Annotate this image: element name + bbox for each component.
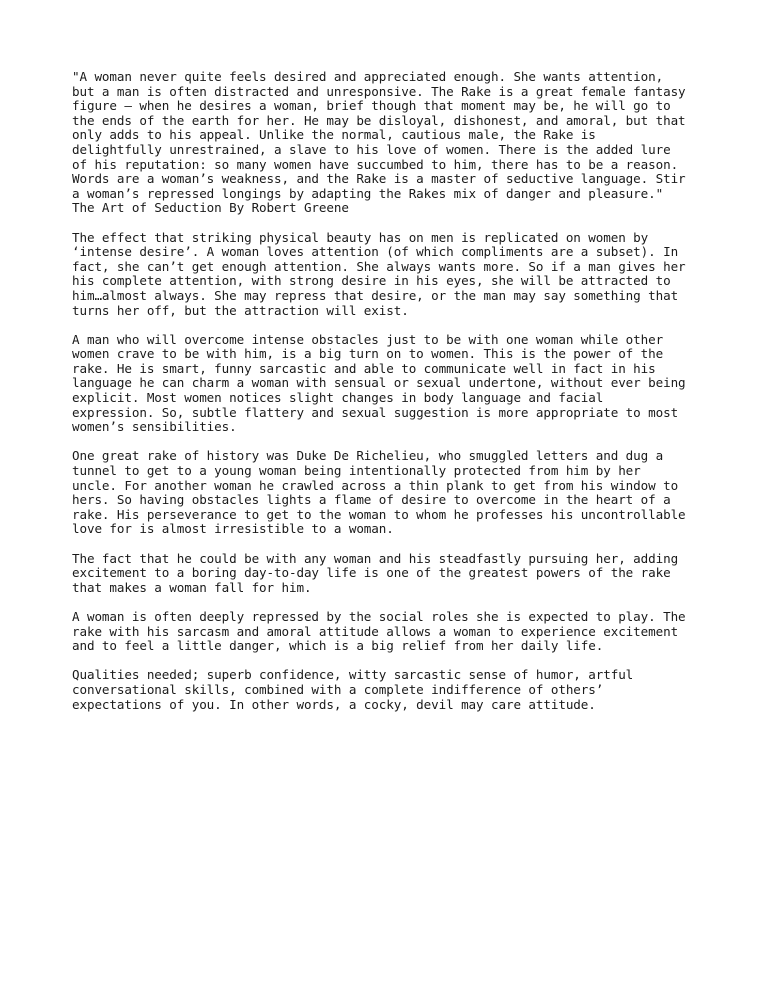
text-line: One great rake of history was Duke De Richelieu, who smuggled letters and dug a (72, 448, 664, 464)
text-line: Words are a woman’s weakness, and the Rake is a master of seductive language. Stir (72, 171, 686, 187)
text-line: rake with his sarcasm and amoral attitude allows a woman to experience excitement (72, 623, 679, 639)
text-line: delightfully unrestrained, a slave to his love of women. There is the added lure (72, 141, 671, 157)
text-line: explicit. Most women notices slight changes in body language and facial (72, 390, 604, 406)
text-line: women crave to be with him, is a big turn on to women. This is the power of the (72, 346, 664, 362)
text-line: tunnel to get to a young woman being intentionally protected from him by her (72, 463, 641, 479)
text-line: and to feel a little danger, which is a big relief from her daily life. (72, 638, 604, 654)
text-line: figure – when he desires a woman, brief though that moment may be, he will go to (72, 98, 671, 114)
text-line: the ends of the earth for her. He may be disloyal, dishonest, and amoral, but that (72, 112, 686, 128)
paragraph-obstacles (72, 333, 712, 435)
text-line: that makes a woman fall for him. (72, 579, 312, 595)
text-line: The fact that he could be with any woman and his steadfastly pursuing her, adding (72, 550, 679, 566)
document-page (72, 70, 712, 727)
text-line: of his reputation: so many women have succumbed to him, there has to be a reason. (72, 156, 679, 172)
text-line: A woman is often deeply repressed by the social roles she is expected to play. The (72, 608, 686, 624)
text-line: turns her off, but the attraction will exist. (72, 302, 409, 318)
text-line: expectations of you. In other words, a cocky, devil may care attitude. (72, 696, 596, 712)
paragraph-intense-desire (72, 231, 712, 319)
text-line: A man who will overcome intense obstacles just to be with one woman while other (72, 331, 664, 347)
text-line: but a man is often distracted and unresponsive. The Rake is a great female fantasy (72, 83, 686, 99)
text-line: a woman’s repressed longings by adapting the Rakes mix of danger and pleasure." (72, 185, 664, 201)
text-line: hers. So having obstacles lights a flame of desire to overcome in the heart of a (72, 492, 671, 508)
text-line: women’s sensibilities. (72, 419, 237, 435)
text-line: language he can charm a woman with sensual or sexual undertone, without ever being (72, 375, 686, 391)
text-line: The effect that striking physical beauty has on men is replicated on women by (72, 229, 649, 245)
text-line: only adds to his appeal. Unlike the normal, cautious male, the Rake is (72, 127, 596, 143)
text-line: Qualities needed; superb confidence, witty sarcastic sense of humor, artful (72, 667, 634, 683)
text-line: rake. His perseverance to get to the woman to whom he professes his uncontrollable (72, 506, 686, 522)
paragraph-pursuit (72, 552, 712, 596)
text-line: rake. He is smart, funny sarcastic and able to communicate well in fact in his (72, 360, 656, 376)
paragraph-richelieu (72, 449, 712, 537)
text-line: excitement to a boring day-to-day life is one of the greatest powers of the rake (72, 565, 671, 581)
paragraph-quote (72, 70, 712, 216)
quote-attribution: The Art of Seduction By Robert Greene (72, 200, 349, 216)
paragraph-social-roles (72, 610, 712, 654)
text-line: him…almost always. She may repress that desire, or the man may say something that (72, 287, 679, 303)
text-line: ‘intense desire’. A woman loves attention (of which compliments are a subset). In (72, 244, 679, 260)
text-line: conversational skills, combined with a complete indifference of others’ (72, 681, 604, 697)
text-line: "A woman never quite feels desired and appreciated enough. She wants attention, (72, 69, 664, 84)
text-line: his complete attention, with strong desire in his eyes, she will be attracted to (72, 273, 671, 289)
text-line: uncle. For another woman he crawled across a thin plank to get from his window to (72, 477, 679, 493)
text-line: love for is almost irresistible to a woman. (72, 521, 394, 537)
paragraph-qualities (72, 668, 712, 712)
text-line: fact, she can’t get enough attention. She always wants more. So if a man gives her (72, 258, 686, 274)
text-line: expression. So, subtle flattery and sexual suggestion is more appropriate to most (72, 404, 679, 420)
